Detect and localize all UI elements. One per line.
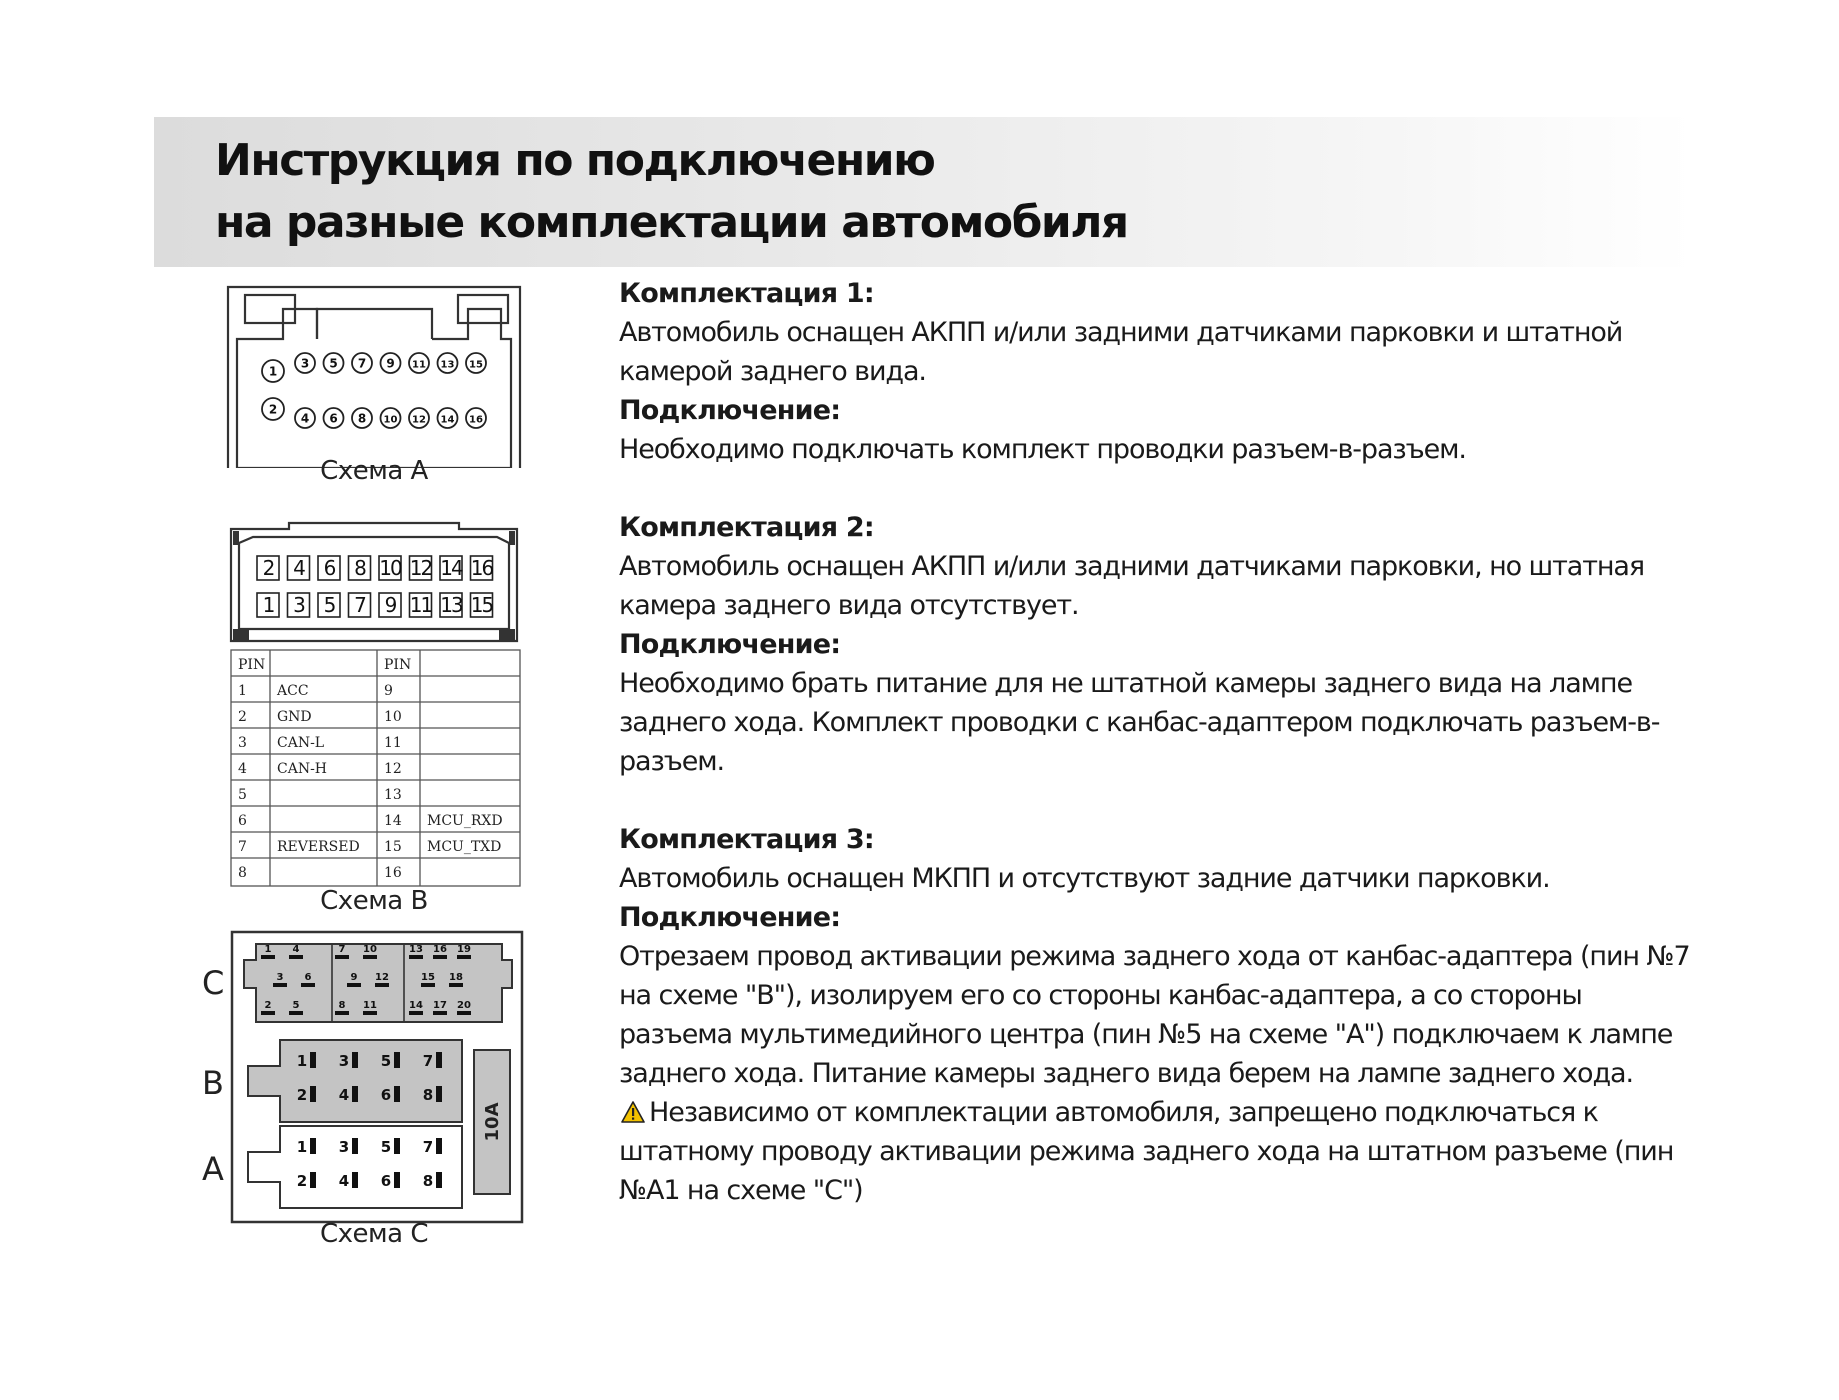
pin-bar bbox=[310, 1172, 316, 1188]
pin-bar bbox=[352, 1138, 358, 1154]
pin-box bbox=[257, 556, 279, 580]
pin-label: 14 bbox=[440, 556, 462, 580]
pin-bar bbox=[394, 1052, 400, 1068]
pin-box bbox=[379, 556, 402, 580]
pin-label: 5 bbox=[380, 1138, 392, 1156]
pin-circle bbox=[466, 353, 486, 373]
section-text: Автомобиль оснащен АКПП и/или задними датчиками парковки, но штатная камера заднего вида отсутствует. bbox=[619, 551, 1644, 621]
pin-circle bbox=[352, 408, 372, 428]
c-pin-label: 7 bbox=[338, 944, 346, 955]
pin-label: 16 bbox=[470, 556, 493, 580]
c-pin-label: 10 bbox=[363, 944, 377, 955]
pin-label: 6 bbox=[380, 1086, 392, 1104]
c-pin-label: 5 bbox=[292, 1000, 300, 1011]
pin-label: 4 bbox=[338, 1172, 350, 1190]
pin-label: 8 bbox=[354, 556, 365, 580]
pin-label: 13 bbox=[440, 359, 455, 371]
table-cell: 6 bbox=[238, 813, 247, 829]
pin-bar bbox=[436, 1052, 442, 1068]
pin-box bbox=[440, 556, 463, 580]
table-cell: 14 bbox=[384, 813, 402, 829]
c-pin-label: 13 bbox=[409, 944, 423, 955]
table-cell: 4 bbox=[238, 761, 247, 777]
pin-label: 2 bbox=[262, 556, 274, 580]
scheme-a-pins bbox=[262, 353, 486, 428]
pin-label: 1 bbox=[268, 364, 278, 379]
c-pin-bar bbox=[289, 1011, 303, 1015]
c-pin-bar bbox=[457, 955, 471, 959]
table-cell: 12 bbox=[384, 761, 402, 777]
c-pin-label: 18 bbox=[449, 972, 463, 983]
pin-label: 7 bbox=[354, 593, 365, 617]
pin-label: 16 bbox=[469, 414, 483, 426]
table-cell: 11 bbox=[384, 735, 402, 751]
pin-circle bbox=[324, 408, 344, 428]
c-pin-label: 14 bbox=[409, 1000, 423, 1011]
pin-circle bbox=[409, 353, 429, 373]
pin-label: 13 bbox=[440, 593, 462, 617]
pin-circle bbox=[295, 353, 315, 373]
pin-label: 5 bbox=[329, 356, 338, 371]
table-cell: 9 bbox=[384, 683, 393, 699]
pin-circle bbox=[438, 353, 458, 373]
section-text: Автомобиль оснащен АКПП и/или задними датчиками парковки и штатной камерой заднего вида. bbox=[619, 317, 1623, 387]
scheme-b-pins bbox=[257, 556, 493, 617]
pin-box bbox=[471, 593, 493, 617]
c-pin-label: 17 bbox=[433, 1000, 447, 1011]
section-title: Комплектация 1: bbox=[619, 278, 874, 309]
c-pin-bar bbox=[363, 1011, 377, 1015]
c-pin-bar bbox=[421, 983, 435, 987]
pin-box bbox=[410, 556, 432, 580]
page-title-line2: на разные комплектации автомобиля bbox=[215, 197, 1128, 248]
pin-label: 3 bbox=[293, 593, 304, 617]
pin-circle bbox=[324, 353, 344, 373]
c-pin-bar bbox=[363, 955, 377, 959]
pin-label: 3 bbox=[338, 1138, 350, 1156]
pin-label: 15 bbox=[469, 359, 483, 371]
pin-label: 1 bbox=[296, 1052, 308, 1070]
pin-label: 10 bbox=[379, 556, 401, 580]
c-pin-label: 3 bbox=[276, 972, 284, 983]
table-cell: 15 bbox=[384, 839, 402, 855]
table-cell: 16 bbox=[384, 865, 402, 881]
connection-text: Необходимо подключать комплект проводки разъем-в-разъем. bbox=[619, 434, 1466, 465]
c-pin-bar bbox=[409, 955, 423, 959]
c-pin-bar bbox=[261, 955, 275, 959]
table-cell: ACC bbox=[277, 683, 309, 699]
pin-bar bbox=[436, 1172, 442, 1188]
pin-circle bbox=[466, 408, 486, 428]
page-title bbox=[215, 130, 1128, 254]
c-pin-bar bbox=[335, 1011, 349, 1015]
c-pin-bar bbox=[335, 955, 349, 959]
scheme-a-diagram bbox=[225, 283, 523, 468]
pin-circle bbox=[295, 408, 315, 428]
table-cell: MCU_RXD bbox=[427, 813, 503, 829]
pin-label: 15 bbox=[470, 593, 493, 617]
pin-label: 10 bbox=[383, 414, 398, 426]
instructions bbox=[619, 274, 1699, 1210]
c-pin-bar bbox=[449, 983, 463, 987]
pin-label: 11 bbox=[409, 593, 432, 617]
pin-box bbox=[410, 593, 432, 617]
table-cell: 13 bbox=[384, 787, 402, 803]
table-cell: 5 bbox=[238, 787, 247, 803]
section-title: Комплектация 3: bbox=[619, 824, 874, 855]
table-cell: GND bbox=[277, 709, 312, 725]
c-pin-label: 16 bbox=[433, 944, 447, 955]
c-pin-bar bbox=[261, 1011, 275, 1015]
pin-label: 9 bbox=[384, 593, 396, 617]
table-cell: MCU_TXD bbox=[427, 839, 502, 855]
connection-text: Необходимо брать питание для не штатной камеры заднего вида на лампе заднего хода. Комплект проводки с канбас-адаптером подключать разъем-в-разъем. bbox=[619, 668, 1660, 777]
pin-bar bbox=[352, 1172, 358, 1188]
c-pin-bar bbox=[375, 983, 389, 987]
pin-circle bbox=[438, 408, 458, 428]
pin-label: 5 bbox=[380, 1052, 392, 1070]
table-header: PIN bbox=[238, 657, 266, 673]
pin-bar bbox=[310, 1138, 316, 1154]
section-text: Автомобиль оснащен МКПП и отсутствуют задние датчики парковки. bbox=[619, 863, 1550, 894]
pin-label: 4 bbox=[338, 1086, 350, 1104]
c-pin-label: 8 bbox=[338, 1000, 346, 1011]
section-2 bbox=[619, 508, 1699, 781]
pin-label: 11 bbox=[412, 359, 426, 371]
warning-text: Независимо от комплектации автомобиля, запрещено подключаться к штатному проводу активации режима заднего хода на штатном разъеме (пин №А1 на схеме "С") bbox=[619, 1097, 1674, 1206]
pin-circle bbox=[262, 398, 284, 420]
c-pin-bar bbox=[457, 1011, 471, 1015]
connection-title: Подключение: bbox=[619, 629, 841, 660]
pin-bar bbox=[436, 1138, 442, 1154]
scheme-b-pin-table bbox=[230, 649, 521, 887]
connection-title: Подключение: bbox=[619, 395, 841, 426]
pin-label: 8 bbox=[422, 1172, 434, 1190]
pin-box bbox=[288, 556, 310, 580]
pin-box bbox=[288, 593, 310, 617]
c-pin-label: 6 bbox=[304, 972, 312, 983]
pin-bar bbox=[394, 1138, 400, 1154]
pin-label: 2 bbox=[268, 402, 278, 417]
pin-label: 8 bbox=[422, 1086, 434, 1104]
section-1 bbox=[619, 274, 1699, 469]
fuse-label: 10A bbox=[482, 1102, 503, 1142]
scheme-c-diagram bbox=[194, 930, 524, 1230]
c-pin-label: 12 bbox=[375, 972, 389, 983]
pin-circle bbox=[381, 408, 401, 428]
pin-label: 14 bbox=[440, 414, 455, 426]
pin-circle bbox=[409, 408, 429, 428]
pin-label: 7 bbox=[422, 1138, 434, 1156]
table-cell: 8 bbox=[238, 865, 247, 881]
pin-label: 1 bbox=[296, 1138, 308, 1156]
table-cell: 3 bbox=[238, 735, 247, 751]
pin-label: 12 bbox=[412, 414, 426, 426]
pin-circle bbox=[381, 353, 401, 373]
warning-triangle-icon bbox=[619, 1101, 647, 1123]
pin-box bbox=[318, 556, 340, 580]
pin-box bbox=[440, 593, 463, 617]
pin-bar bbox=[394, 1086, 400, 1102]
table-cell: 2 bbox=[238, 709, 247, 725]
c-pin-bar bbox=[273, 983, 287, 987]
pin-circle bbox=[262, 360, 284, 382]
c-pin-label: 15 bbox=[421, 972, 435, 983]
row-label: A bbox=[202, 1150, 224, 1188]
table-header: PIN bbox=[384, 657, 412, 673]
pin-box bbox=[379, 593, 401, 617]
table-cell: 1 bbox=[238, 683, 247, 699]
pin-box bbox=[349, 593, 371, 617]
c-pin-label: 4 bbox=[292, 944, 300, 955]
scheme-b-table-text bbox=[238, 657, 503, 881]
c-pin-bar bbox=[433, 1011, 447, 1015]
c-pin-label: 20 bbox=[457, 1000, 471, 1011]
pin-label: 7 bbox=[357, 356, 367, 371]
pin-box bbox=[471, 556, 494, 580]
c-pin-bar bbox=[347, 983, 361, 987]
pin-box bbox=[257, 593, 279, 617]
pin-label: 6 bbox=[329, 411, 338, 426]
pin-bar bbox=[310, 1052, 316, 1068]
pin-label: 8 bbox=[357, 411, 367, 426]
c-pin-label: 2 bbox=[264, 1000, 272, 1011]
fuse-10a bbox=[482, 1102, 503, 1141]
pin-label: 6 bbox=[380, 1172, 392, 1190]
pin-label: 3 bbox=[300, 356, 310, 371]
pin-label: 3 bbox=[338, 1052, 350, 1070]
c-pin-label: 1 bbox=[264, 944, 272, 955]
pin-label: 4 bbox=[293, 556, 304, 580]
pin-label: 9 bbox=[386, 356, 395, 371]
scheme-b-caption: Схема B bbox=[320, 886, 428, 916]
table-cell: 10 bbox=[384, 709, 402, 725]
pin-label: 5 bbox=[323, 593, 335, 617]
warning-note bbox=[619, 1093, 1699, 1210]
c-pin-label: 11 bbox=[363, 1000, 377, 1011]
scheme-b-connector bbox=[229, 521, 521, 645]
pin-label: 12 bbox=[409, 556, 432, 580]
pin-label: 1 bbox=[262, 593, 274, 617]
scheme-c-row-labels bbox=[202, 964, 224, 1188]
table-cell: CAN-L bbox=[277, 735, 325, 751]
c-pin-label: 9 bbox=[350, 972, 358, 983]
row-label: B bbox=[202, 1064, 224, 1102]
pin-label: 2 bbox=[296, 1086, 308, 1104]
pin-bar bbox=[352, 1086, 358, 1102]
section-title: Комплектация 2: bbox=[619, 512, 874, 543]
connection-title: Подключение: bbox=[619, 902, 841, 933]
scheme-a-caption: Схема А bbox=[320, 456, 428, 486]
table-cell: REVERSED bbox=[277, 839, 360, 855]
pin-label: 7 bbox=[422, 1052, 434, 1070]
page-title-line1: Инструкция по подключению bbox=[215, 135, 935, 186]
c-pin-bar bbox=[409, 1011, 423, 1015]
pin-bar bbox=[394, 1172, 400, 1188]
pin-bar bbox=[436, 1086, 442, 1102]
pin-bar bbox=[352, 1052, 358, 1068]
c-pin-bar bbox=[433, 955, 447, 959]
table-cell: CAN-H bbox=[277, 761, 328, 777]
pin-box bbox=[318, 593, 340, 617]
pin-box bbox=[349, 556, 371, 580]
section-3 bbox=[619, 820, 1699, 1210]
pin-bar bbox=[310, 1086, 316, 1102]
pin-label: 6 bbox=[323, 556, 335, 580]
pin-circle bbox=[352, 353, 372, 373]
row-label: C bbox=[202, 964, 225, 1002]
c-pin-bar bbox=[289, 955, 303, 959]
scheme-c-caption: Схема C bbox=[319, 1219, 428, 1249]
c-pin-label: 19 bbox=[457, 944, 471, 955]
pin-label: 4 bbox=[300, 411, 310, 426]
pin-label: 2 bbox=[296, 1172, 308, 1190]
connection-text: Отрезаем провод активации режима заднего хода от канбас-адаптера (пин №7 на схеме "B"), изолируем его со стороны канбас-адаптера, а со стороны разъема мультимедийного центра (пин №5 на схеме "A") подключаем к лампе заднего хода. Питание камеры заднего вида берем на лампе заднего хода. bbox=[619, 941, 1690, 1089]
c-pin-bar bbox=[301, 983, 315, 987]
table-cell: 7 bbox=[238, 839, 247, 855]
